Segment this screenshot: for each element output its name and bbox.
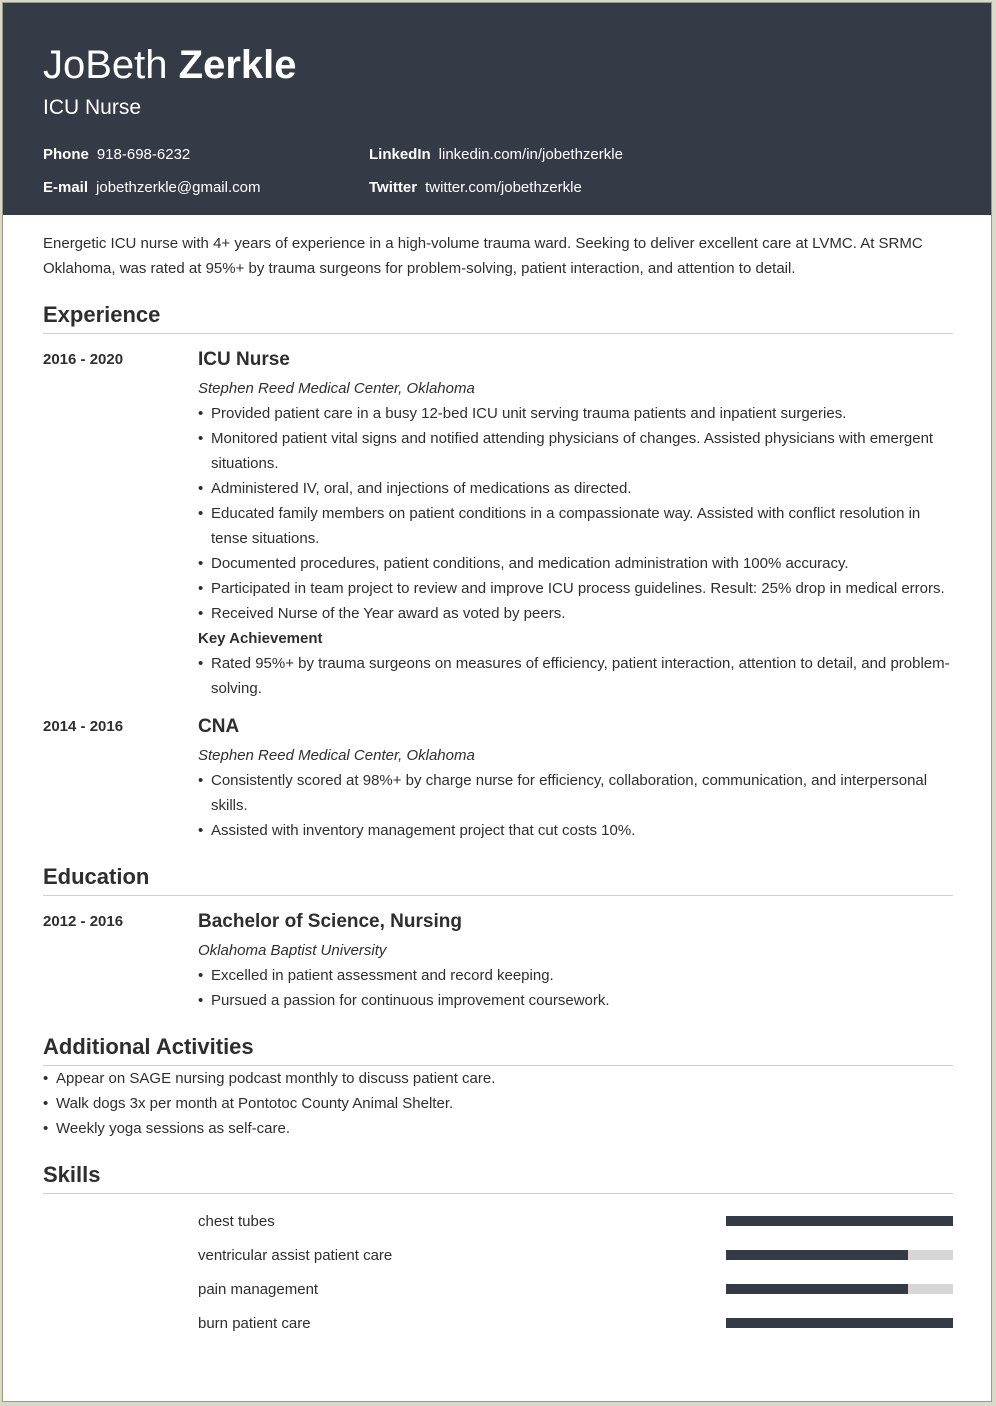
contact-label: Twitter bbox=[369, 179, 418, 196]
experience-entry bbox=[43, 348, 953, 701]
skill-name: ventricular assist patient care bbox=[198, 1246, 393, 1264]
list-item: • Consistently scored at 98%+ by charge nurse for efficiency, collaboration, communication, and interpersonal skills. bbox=[198, 768, 953, 818]
list-item: • Provided patient care in a busy 12-bed ICU unit serving trauma patients and inpatient surgeries. bbox=[198, 401, 953, 426]
list-item: • Excelled in patient assessment and record keeping. bbox=[198, 963, 953, 988]
achievement-bullets bbox=[198, 651, 953, 701]
contact-value[interactable]: jobethzerkle@gmail.com bbox=[96, 179, 261, 196]
list-item: • Rated 95%+ by trauma surgeons on measures of efficiency, patient interaction, attention to detail, and problem-solving. bbox=[198, 651, 953, 701]
list-item: • Assisted with inventory management project that cut costs 10%. bbox=[198, 818, 953, 843]
list-item: • Educated family members on patient conditions in a compassionate way. Assisted with conflict resolution in tense situations. bbox=[198, 501, 953, 551]
skill-level-bar bbox=[726, 1284, 953, 1294]
resume-header bbox=[3, 3, 991, 215]
entry-bullets bbox=[198, 401, 953, 626]
contact-phone bbox=[43, 145, 190, 165]
contact-value[interactable]: linkedin.com/in/jobethzerkle bbox=[438, 146, 623, 163]
skill-name: chest tubes bbox=[198, 1212, 275, 1230]
section-title-skills: Skills bbox=[43, 1161, 953, 1194]
contact-label: Phone bbox=[43, 146, 89, 163]
skill-level-fill bbox=[726, 1250, 908, 1260]
skill-name: burn patient care bbox=[198, 1314, 311, 1332]
skills-list bbox=[43, 1204, 953, 1340]
list-item: • Monitored patient vital signs and notified attending physicians of changes. Assisted physicians with emergent situations. bbox=[198, 426, 953, 476]
entry-dates: 2016 - 2020 bbox=[43, 351, 124, 368]
skill-name: pain management bbox=[198, 1280, 319, 1298]
contact-label: LinkedIn bbox=[369, 146, 431, 163]
contact-linkedin bbox=[369, 145, 623, 165]
resume-page bbox=[2, 2, 992, 1402]
skill-level-bar bbox=[726, 1250, 953, 1260]
experience-entry bbox=[43, 715, 953, 843]
contact-value[interactable]: twitter.com/jobethzerkle bbox=[425, 179, 582, 196]
education-entry bbox=[43, 910, 953, 1013]
skill-row bbox=[198, 1204, 953, 1238]
section-title-activities: Additional Activities bbox=[43, 1033, 953, 1066]
first-name: JoBeth bbox=[43, 43, 168, 87]
entry-role: ICU Nurse bbox=[198, 349, 290, 370]
skill-level-bar bbox=[726, 1318, 953, 1328]
entry-degree: Bachelor of Science, Nursing bbox=[198, 911, 462, 932]
list-item: • Appear on SAGE nursing podcast monthly to discuss patient care. bbox=[43, 1066, 951, 1091]
last-name: Zerkle bbox=[178, 43, 297, 87]
activities-list bbox=[43, 1066, 951, 1141]
skill-row bbox=[198, 1238, 953, 1272]
section-title-experience: Experience bbox=[43, 301, 953, 334]
summary: Energetic ICU nurse with 4+ years of experience in a high-volume trauma ward. Seeking to deliver excellent care at LVMC. At SRMC Oklahoma, was rated at 95%+ by trauma surgeons for problem-solving, patient interaction, and attention to detail. bbox=[43, 235, 923, 277]
contact-value: 918-698-6232 bbox=[96, 146, 191, 163]
entry-organization: Stephen Reed Medical Center, Oklahoma bbox=[198, 380, 475, 397]
entry-bullets bbox=[198, 768, 953, 843]
skill-level-fill bbox=[726, 1318, 953, 1328]
skill-row bbox=[198, 1272, 953, 1306]
entry-role: CNA bbox=[198, 716, 240, 737]
skill-level-fill bbox=[726, 1216, 953, 1226]
skill-row bbox=[198, 1306, 953, 1340]
section-title-education: Education bbox=[43, 863, 953, 896]
list-item: • Administered IV, oral, and injections of medications as directed. bbox=[198, 476, 953, 501]
skill-level-bar bbox=[726, 1216, 953, 1226]
list-item: • Participated in team project to review and improve ICU process guidelines. Result: 25% drop in medical errors. bbox=[198, 576, 953, 601]
skill-level-fill bbox=[726, 1284, 908, 1294]
entry-dates: 2014 - 2016 bbox=[43, 718, 124, 735]
list-item: • Documented procedures, patient conditions, and medication administration with 100% accuracy. bbox=[198, 551, 953, 576]
entry-bullets bbox=[198, 963, 953, 1013]
entry-school: Oklahoma Baptist University bbox=[198, 942, 387, 959]
list-item: • Received Nurse of the Year award as voted by peers. bbox=[198, 601, 953, 626]
list-item: • Weekly yoga sessions as self-care. bbox=[43, 1116, 951, 1141]
entry-dates: 2012 - 2016 bbox=[43, 913, 124, 930]
list-item: • Walk dogs 3x per month at Pontotoc County Animal Shelter. bbox=[43, 1091, 951, 1116]
key-achievement-label: Key Achievement bbox=[198, 630, 323, 647]
resume-content bbox=[3, 231, 991, 1340]
contact-label: E-mail bbox=[43, 179, 89, 196]
contact-email bbox=[43, 178, 260, 198]
list-item: • Pursued a passion for continuous improvement coursework. bbox=[198, 988, 953, 1013]
entry-organization: Stephen Reed Medical Center, Oklahoma bbox=[198, 747, 475, 764]
candidate-name bbox=[43, 40, 297, 90]
contact-twitter bbox=[369, 178, 582, 198]
job-title: ICU Nurse bbox=[43, 96, 142, 119]
